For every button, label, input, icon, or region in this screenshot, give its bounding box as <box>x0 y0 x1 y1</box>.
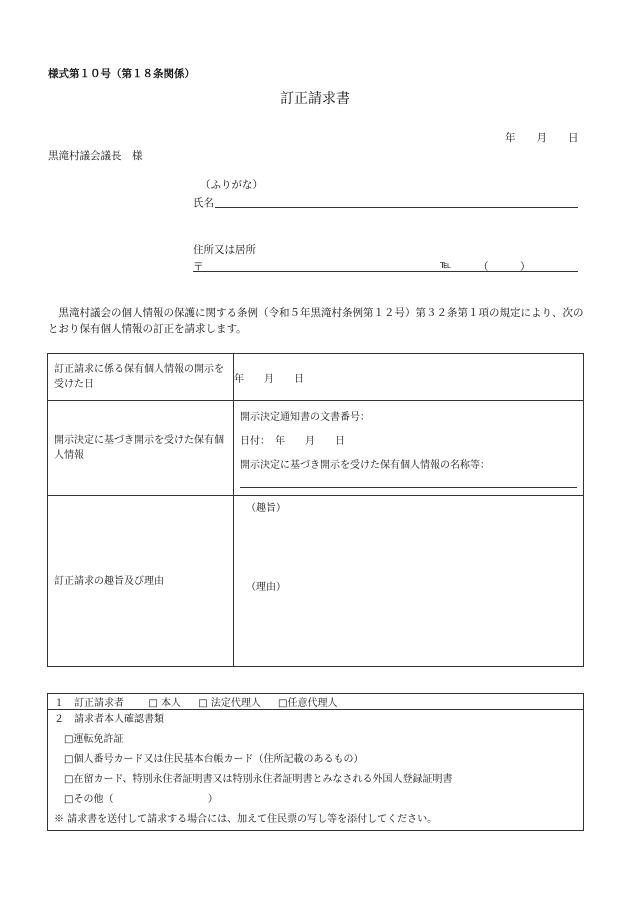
info-name-label: 開示決定に基づき開示を受けた保有個人情報の名称等： <box>240 460 490 471</box>
requester-type-row <box>48 694 584 710</box>
doc-mynumber-card-checkbox[interactable]: □個人番号カード又は住民基本台帳カード（住所記載のあるもの） <box>64 754 364 765</box>
furigana-label: （ふりがな） <box>200 179 263 191</box>
request-statement-text: 黒滝村議会の個人情報の保護に関する条例（令和５年黒滝村条例第１２号）第３２条第１項の規定により、次のとおり保有個人情報の訂正を請求します。 <box>48 307 584 335</box>
postal-mark: 〒 <box>193 261 204 273</box>
disclosed-info-label: 開示決定に基づき開示を受けた保有個人情報 <box>48 401 234 496</box>
reason-label: （理由） <box>246 582 286 593</box>
mailing-note: ※ 請求書を送付して請求する場合には、加えて住民票の写し等を添付してください。 <box>54 814 438 825</box>
name-label: 氏名 <box>193 197 214 209</box>
name-field-line[interactable] <box>215 207 578 208</box>
tel-mark: ℡ <box>440 259 452 271</box>
doc-residence-card-checkbox[interactable]: □在留カード、特別永住者証明書又は特別永住者証明書とみなされる外国人登録証明書 <box>64 774 453 785</box>
address-label: 住所又は居所 <box>193 244 256 256</box>
purpose-reason-field[interactable] <box>234 496 584 667</box>
doc-other-checkbox[interactable]: □その他（ <box>64 794 114 805</box>
option-voluntary-checkbox[interactable]: □任意代理人 <box>278 698 338 709</box>
form-number: 様式第１０号（第１８条関係） <box>48 68 195 80</box>
doc-drivers-license-checkbox[interactable]: □運転免許証 <box>64 734 124 745</box>
requester-type-label: １ 訂正請求者 <box>54 698 124 709</box>
doc-other-row <box>54 790 583 810</box>
addressee: 黒滝村議会議長 様 <box>48 150 143 162</box>
request-detail-table <box>47 353 584 667</box>
purpose-label: （趣旨） <box>246 503 286 514</box>
document-title: 訂正請求書 <box>280 91 350 107</box>
identity-docs-cell <box>48 710 584 831</box>
requester-info-table <box>47 693 584 831</box>
address-field-line[interactable] <box>193 271 578 272</box>
option-self-checkbox[interactable]: □ 本人 <box>148 698 182 709</box>
purpose-reason-label: 訂正請求の趣旨及び理由 <box>48 496 234 667</box>
option-legal-checkbox[interactable]: □ 法定代理人 <box>198 698 261 709</box>
request-date: 年 月 日 <box>505 132 579 144</box>
doc-other-close: ） <box>207 794 218 805</box>
identity-docs-label: ２ 請求者本人確認書類 <box>54 714 164 725</box>
disclosure-date-label: 訂正請求に係る保有個人情報の開示を受けた日 <box>48 354 234 401</box>
disclosed-info-field[interactable] <box>234 401 584 496</box>
tel-area-code: （ ） <box>478 261 531 273</box>
decision-date-label: 日付： 年 月 日 <box>240 436 345 447</box>
disclosure-date-field[interactable]: 年 月 日 <box>234 354 584 401</box>
request-statement <box>48 305 584 337</box>
doc-number-label: 開示決定通知書の文書番号： <box>240 412 370 423</box>
info-name-line <box>240 487 577 488</box>
